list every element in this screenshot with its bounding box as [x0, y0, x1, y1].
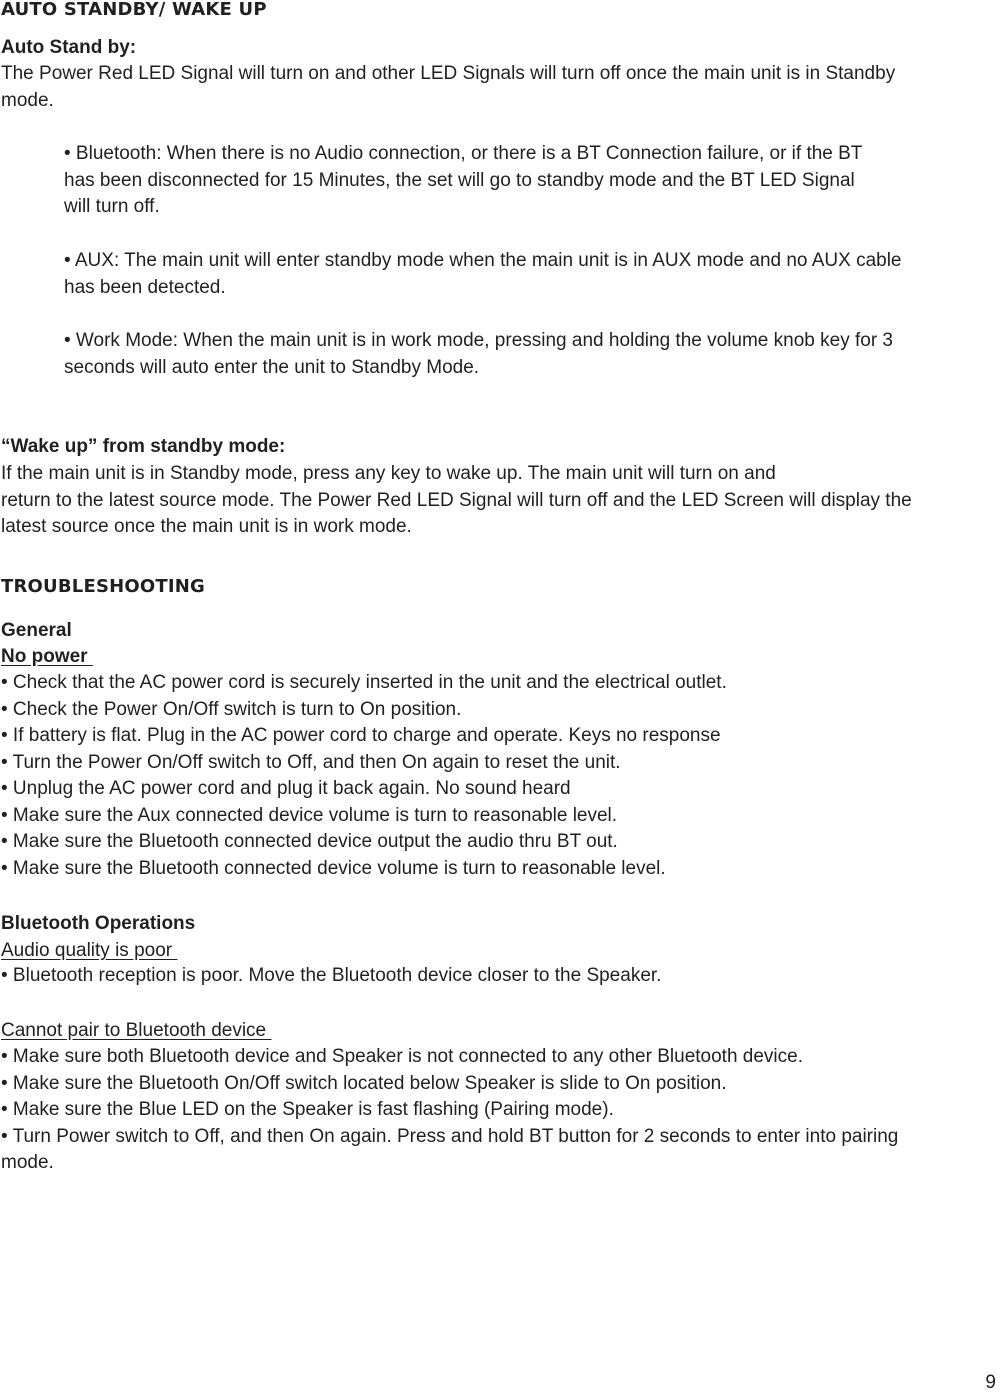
page-number: 9 — [985, 1372, 996, 1393]
bullet-bluetooth-standby: • Bluetooth: When there is no Audio connection, or there is a BT Connection failure, or if the BT has been disconnected for 15 Minutes, the set will go to standby mode and the BT LED Signal will turn off. — [64, 143, 863, 217]
list-item: • Unplug the AC power cord and plug it back again. No sound heard — [1, 778, 571, 799]
general-heading: General — [1, 620, 72, 641]
audio-quality-list — [1, 963, 1001, 990]
list-item: • Check that the AC power cord is securely inserted in the unit and the electrical outlet. — [1, 672, 727, 693]
list-item: • Make sure the Bluetooth On/Off switch located below Speaker is slide to On position. — [1, 1072, 727, 1094]
list-item: • Make sure the Bluetooth connected device volume is turn to reasonable level. — [1, 857, 666, 879]
wake-up-heading: “Wake up” from standby mode: — [1, 436, 286, 457]
no-power-title: No power — [1, 646, 93, 667]
list-item: • If battery is flat. Plug in the AC power cord to charge and operate. Keys no response — [1, 725, 721, 746]
auto-standby-intro: The Power Red LED Signal will turn on and other LED Signals will turn off once the main unit is in Standby mode. — [1, 63, 896, 111]
wake-up-text: If the main unit is in Standby mode, press any key to wake up. The main unit will turn on and return to the latest source mode. The Power Red LED Signal will turn off and the LED Screen will display the latest source once the main unit is in work mode. — [1, 463, 912, 537]
list-item: • Make sure the Aux connected device volume is turn to reasonable level. — [1, 804, 618, 826]
auto-standby-heading: Auto Stand by: — [1, 37, 137, 58]
audio-quality-title: Audio quality is poor — [1, 940, 178, 961]
list-item: • Make sure the Bluetooth connected device output the audio thru BT out. — [1, 831, 618, 852]
section-title-troubleshooting: TROUBLESHOOTING — [1, 576, 205, 597]
cannot-pair-title: Cannot pair to Bluetooth device — [1, 1020, 272, 1041]
list-item: • Bluetooth reception is poor. Move the Bluetooth device closer to the Speaker. — [1, 965, 662, 986]
bullet-aux-standby: • AUX: The main unit will enter standby mode when the main unit is in AUX mode and no AUX cable has been detected. — [64, 250, 902, 298]
bluetooth-operations-heading: Bluetooth Operations — [1, 913, 196, 934]
section-title-auto-standby: AUTO STANDBY/ WAKE UP — [1, 0, 267, 20]
list-item: • Make sure both Bluetooth device and Speaker is not connected to any other Bluetooth device. — [1, 1046, 803, 1067]
list-item: • Turn Power switch to Off, and then On again. Press and hold BT button for 2 seconds to enter into pairing mode. — [1, 1125, 899, 1173]
list-item: • Make sure the Blue LED on the Speaker is fast flashing (Pairing mode). — [1, 1099, 614, 1120]
bullet-work-mode-standby: • Work Mode: When the main unit is in work mode, pressing and holding the volume knob key for 3 seconds will auto enter the unit to Standby Mode. — [64, 330, 893, 378]
no-power-list — [1, 670, 1001, 882]
list-item: • Turn the Power On/Off switch to Off, and then On again to reset the unit. — [1, 751, 621, 773]
list-item: • Check the Power On/Off switch is turn to On position. — [1, 698, 462, 720]
cannot-pair-list — [1, 1044, 1001, 1177]
